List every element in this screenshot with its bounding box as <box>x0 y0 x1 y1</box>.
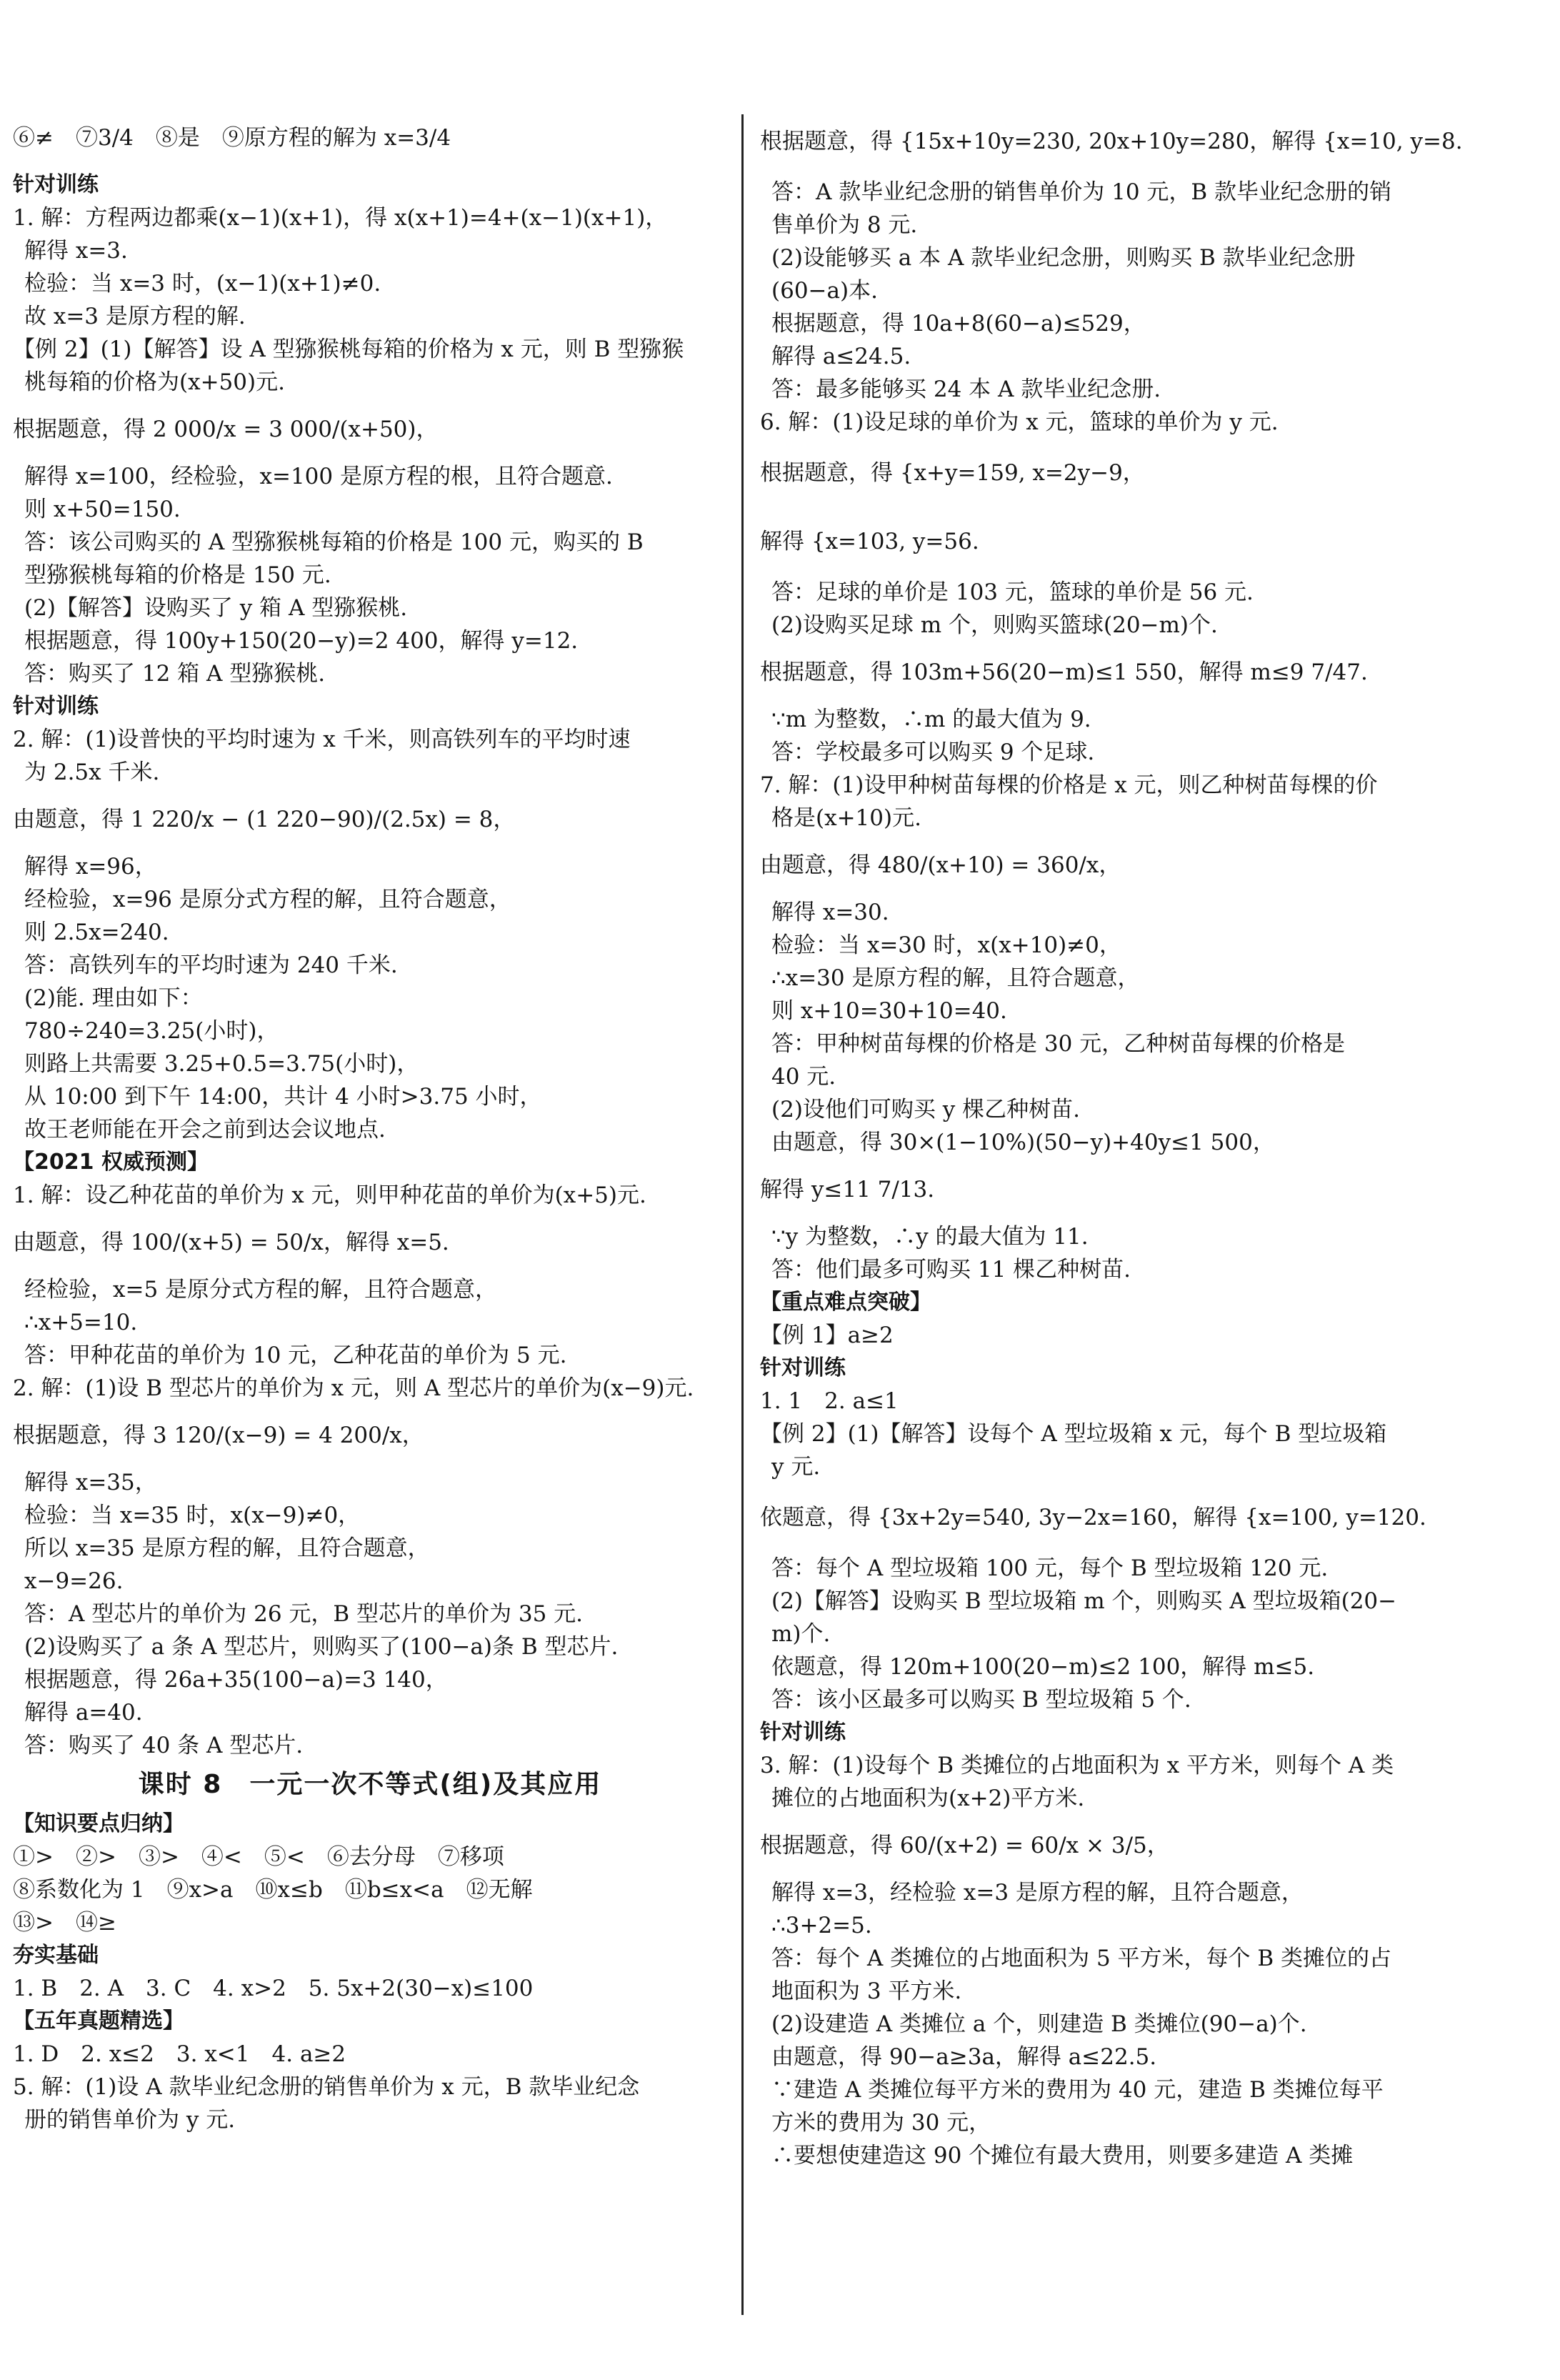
left-column-line: 针对训练 <box>13 172 99 197</box>
left-column-line: 【2021 权威预测】 <box>13 1150 209 1175</box>
left-column-line: ⑬> ⑭≥ <box>13 1910 116 1936</box>
right-column-line: 由题意，得 30×(1−10%)(50−y)+40y≤1 500， <box>771 1130 1275 1155</box>
right-column-line: 答：最多能够买 24 本 A 款毕业纪念册. <box>771 377 1161 402</box>
right-column-line: 解得 a≤24.5. <box>771 344 911 369</box>
left-column-line: 检验：当 x=3 时，(x−1)(x+1)≠0. <box>24 271 381 297</box>
right-column-line: 解得 x=30. <box>771 900 889 925</box>
right-column-line: 6. 解：(1)设足球的单价为 x 元，篮球的单价为 y 元. <box>760 409 1279 435</box>
left-column-line: 针对训练 <box>13 694 99 719</box>
left-column-line: 780÷240=3.25(小时)， <box>24 1018 279 1044</box>
left-column-line: 1. 解：方程两边都乘(x−1)(x+1)，得 x(x+1)=4+(x−1)(x+1)， <box>13 205 668 231</box>
left-column-line: 检验：当 x=35 时，x(x−9)≠0， <box>24 1503 361 1528</box>
right-column-line: (60−a)本. <box>771 278 878 304</box>
left-column-line: x−9=26. <box>24 1568 124 1594</box>
left-column-line: 答：购买了 12 箱 A 型猕猴桃. <box>24 661 326 687</box>
right-column-line: 检验：当 x=30 时，x(x+10)≠0， <box>771 932 1121 958</box>
right-column-line: (2)设购买足球 m 个，则购买篮球(20−m)个. <box>771 612 1218 638</box>
right-column-line: 答：甲种树苗每棵的价格是 30 元，乙种树苗每棵的价格是 <box>771 1031 1346 1057</box>
right-column-line: (2)【解答】设购买 B 型垃圾箱 m 个，则购买 A 型垃圾箱(20− <box>771 1588 1397 1614</box>
right-column-line: 由题意，得 90−a≥3a，解得 a≤22.5. <box>771 2044 1157 2070</box>
right-column-line: 针对训练 <box>760 1355 846 1380</box>
left-column-line: 由题意，得 100/(x+5) = 50/x，解得 x=5. <box>13 1230 449 1255</box>
right-column-line: 依题意，得 {3x+2y=540, 3y−2x=160，解得 {x=100, y=120. <box>760 1505 1426 1530</box>
right-column-line: (2)设他们可购买 y 棵乙种树苗. <box>771 1097 1080 1122</box>
left-column-line: 故 x=3 是原方程的解. <box>24 304 246 329</box>
left-column-line: 【例 2】(1)【解答】设 A 型猕猴桃每箱的价格为 x 元，则 B 型猕猴 <box>13 337 684 362</box>
left-column-line: 经检验，x=96 是原分式方程的解，且符合题意， <box>24 887 511 912</box>
right-column-line: ∴3+2=5. <box>771 1913 872 1938</box>
right-column-line: (2)设建造 A 类摊位 a 个，则建造 B 类摊位(90−a)个. <box>771 2011 1307 2037</box>
right-column-line: 答：A 款毕业纪念册的销售单价为 10 元，B 款毕业纪念册的销 <box>771 179 1392 205</box>
left-column-line: 故王老师能在开会之前到达会议地点. <box>24 1117 386 1142</box>
left-column-line: 则路上共需要 3.25+0.5=3.75(小时)， <box>24 1051 419 1077</box>
left-column-line: 【五年真题精选】 <box>13 2008 184 2033</box>
left-column-line: 解得 a=40. <box>24 1700 143 1726</box>
right-column-line: 答：每个 A 型垃圾箱 100 元，每个 B 型垃圾箱 120 元. <box>771 1555 1329 1581</box>
right-column-line: 【例 2】(1)【解答】设每个 A 型垃圾箱 x 元，每个 B 型垃圾箱 <box>760 1421 1387 1447</box>
left-column-line: 1. D 2. x≤2 3. x<1 4. a≥2 <box>13 2041 346 2067</box>
left-column-line: ⑥≠ ⑦3/4 ⑧是 ⑨原方程的解为 x=3/4 <box>13 125 451 151</box>
left-column-line: 册的销售单价为 y 元. <box>24 2107 236 2133</box>
left-column-line: ①> ②> ③> ④< ⑤< ⑥去分母 ⑦移项 <box>13 1844 504 1870</box>
left-column-line: 型猕猴桃每箱的价格是 150 元. <box>24 562 331 588</box>
left-column-line: 根据题意，得 100y+150(20−y)=2 400，解得 y=12. <box>24 628 579 654</box>
left-column-line: 2. 解：(1)设 B 型芯片的单价为 x 元，则 A 型芯片的单价为(x−9)元. <box>13 1375 694 1401</box>
left-column-line: 答：高铁列车的平均时速为 240 千米. <box>24 952 398 978</box>
right-column-line: (2)设能够买 a 本 A 款毕业纪念册，则购买 B 款毕业纪念册 <box>771 245 1356 271</box>
left-column-line: 从 10:00 到下午 14:00，共计 4 小时>3.75 小时， <box>24 1084 542 1110</box>
left-column-line: 解得 x=3. <box>24 238 128 264</box>
right-column <box>760 107 1503 2172</box>
left-column-line: 由题意，得 1 220/x − (1 220−90)/(2.5x) = 8， <box>13 807 516 832</box>
right-column-line: 7. 解：(1)设甲种树苗每棵的价格是 x 元，则乙种树苗每棵的价 <box>760 772 1378 798</box>
right-column-line: 针对训练 <box>760 1720 846 1745</box>
right-column-line: 方米的费用为 30 元， <box>771 2110 991 2136</box>
right-column-line: 答：他们最多可购买 11 棵乙种树苗. <box>771 1257 1131 1283</box>
left-column-line: ∴x+5=10. <box>24 1310 138 1335</box>
left-column-line: 5. 解：(1)设 A 款毕业纪念册的销售单价为 x 元，B 款毕业纪念 <box>13 2074 640 2100</box>
right-column-line: 解得 {x=103, y=56. <box>760 529 979 554</box>
left-column-line: 桃每箱的价格为(x+50)元. <box>24 369 285 395</box>
left-column-line: 答：A 型芯片的单价为 26 元，B 型芯片的单价为 35 元. <box>24 1601 584 1627</box>
left-column-line: 则 x+50=150. <box>24 497 181 522</box>
right-column-line: 答：每个 A 类摊位的占地面积为 5 平方米，每个 B 类摊位的占 <box>771 1946 1392 1971</box>
right-column-line: 格是(x+10)元. <box>771 805 921 831</box>
right-column-line: 则 x+10=30+10=40. <box>771 998 1007 1024</box>
left-column-line: 2. 解：(1)设普快的平均时速为 x 千米，则高铁列车的平均时速 <box>13 727 631 752</box>
right-column-line: 3. 解：(1)设每个 B 类摊位的占地面积为 x 平方米，则每个 A 类 <box>760 1753 1394 1778</box>
right-column-line: y 元. <box>771 1454 821 1480</box>
left-column-line: 1. B 2. A 3. C 4. x>2 5. 5x+2(30−x)≤100 <box>13 1976 534 2001</box>
left-column-line: 根据题意，得 2 000/x = 3 000/(x+50)， <box>13 417 439 442</box>
left-column-line: 解得 x=100，经检验，x=100 是原方程的根，且符合题意. <box>24 464 613 489</box>
left-column-line: 根据题意，得 3 120/(x−9) = 4 200/x， <box>13 1423 424 1448</box>
right-column-line: 答：该小区最多可以购买 B 型垃圾箱 5 个. <box>771 1687 1191 1713</box>
right-column-line: 地面积为 3 平方米. <box>771 1978 962 2004</box>
right-column-line: 依题意，得 120m+100(20−m)≤2 100，解得 m≤5. <box>771 1654 1315 1680</box>
right-column-line: 根据题意，得 {x+y=159, x=2y−9， <box>760 460 1145 486</box>
left-column-line: (2)设购买了 a 条 A 型芯片，则购买了(100−a)条 B 型芯片. <box>24 1634 619 1660</box>
left-column-line: (2)【解答】设购买了 y 箱 A 型猕猴桃. <box>24 595 408 621</box>
left-column-line: 【知识要点归纳】 <box>13 1811 184 1836</box>
right-column-line: 40 元. <box>771 1064 836 1090</box>
left-column-line: 经检验，x=5 是原分式方程的解，且符合题意， <box>24 1277 498 1303</box>
right-column-line: 根据题意，得 60/(x+2) = 60/x × 3/5， <box>760 1833 1169 1858</box>
left-column-line: 夯实基础 <box>13 1943 99 1968</box>
right-column-line: 根据题意，得 103m+56(20−m)≤1 550，解得 m≤9 7/47. <box>760 659 1368 685</box>
right-column-line: 【重点难点突破】 <box>760 1290 931 1315</box>
right-column-line: ∴x=30 是原方程的解，且符合题意， <box>771 965 1140 991</box>
right-column-line: ∵m 为整数，∴m 的最大值为 9. <box>771 707 1091 732</box>
right-column-line: 解得 x=3，经检验 x=3 是原方程的解，且符合题意， <box>771 1880 1304 1906</box>
left-column-line: (2)能. 理由如下： <box>24 985 203 1011</box>
right-column-line: ∴要想使建造这 90 个摊位有最大费用，则要多建造 A 类摊 <box>771 2143 1354 2169</box>
right-column-line: 【例 1】a≥2 <box>760 1323 894 1348</box>
left-column-line: 课时 8 一元一次不等式(组)及其应用 <box>138 1770 602 1799</box>
left-column-line: 1. 解：设乙种花苗的单价为 x 元，则甲种花苗的单价为(x+5)元. <box>13 1182 646 1208</box>
left-column-line: 解得 x=96， <box>24 854 157 880</box>
right-column-line: 由题意，得 480/(x+10) = 360/x， <box>760 852 1121 878</box>
right-column-line: 根据题意，得 {15x+10y=230, 20x+10y=280，解得 {x=10, y=8. <box>760 129 1463 154</box>
left-column <box>13 107 727 2136</box>
right-column-line: 根据题意，得 10a+8(60−a)≤529， <box>771 311 1146 337</box>
left-column-line: 答：该公司购买的 A 型猕猴桃每箱的价格是 100 元，购买的 B <box>24 529 644 555</box>
right-column-line: 答：足球的单价是 103 元，篮球的单价是 56 元. <box>771 579 1254 605</box>
left-column-line: 解得 x=35， <box>24 1470 157 1495</box>
left-column-line: 答：购买了 40 条 A 型芯片. <box>24 1733 304 1758</box>
right-column-line: ∵y 为整数，∴y 的最大值为 11. <box>771 1224 1089 1250</box>
right-column-line: m)个. <box>771 1621 831 1647</box>
left-column-line: 为 2.5x 千米. <box>24 760 160 785</box>
left-column-line: 根据题意，得 26a+35(100−a)=3 140， <box>24 1667 448 1693</box>
right-column-line: 答：学校最多可以购买 9 个足球. <box>771 740 1095 765</box>
left-column-line: 所以 x=35 是原方程的解，且符合题意， <box>24 1535 430 1561</box>
left-column-line: ⑧系数化为 1 ⑨x>a ⑩x≤b ⑪b≤x<a ⑫无解 <box>13 1877 533 1903</box>
left-column-line: 则 2.5x=240. <box>24 920 169 945</box>
right-column-line: 售单价为 8 元. <box>771 212 918 238</box>
column-divider <box>741 114 744 2315</box>
right-column-line: 解得 y≤11 7/13. <box>760 1177 935 1203</box>
left-column-line: 答：甲种花苗的单价为 10 元，乙种花苗的单价为 5 元. <box>24 1343 567 1368</box>
right-column-line: 摊位的占地面积为(x+2)平方米. <box>771 1786 1085 1811</box>
right-column-line: 1. 1 2. a≤1 <box>760 1388 899 1414</box>
right-column-line: ∵建造 A 类摊位每平方米的费用为 40 元，建造 B 类摊位每平 <box>771 2077 1384 2103</box>
